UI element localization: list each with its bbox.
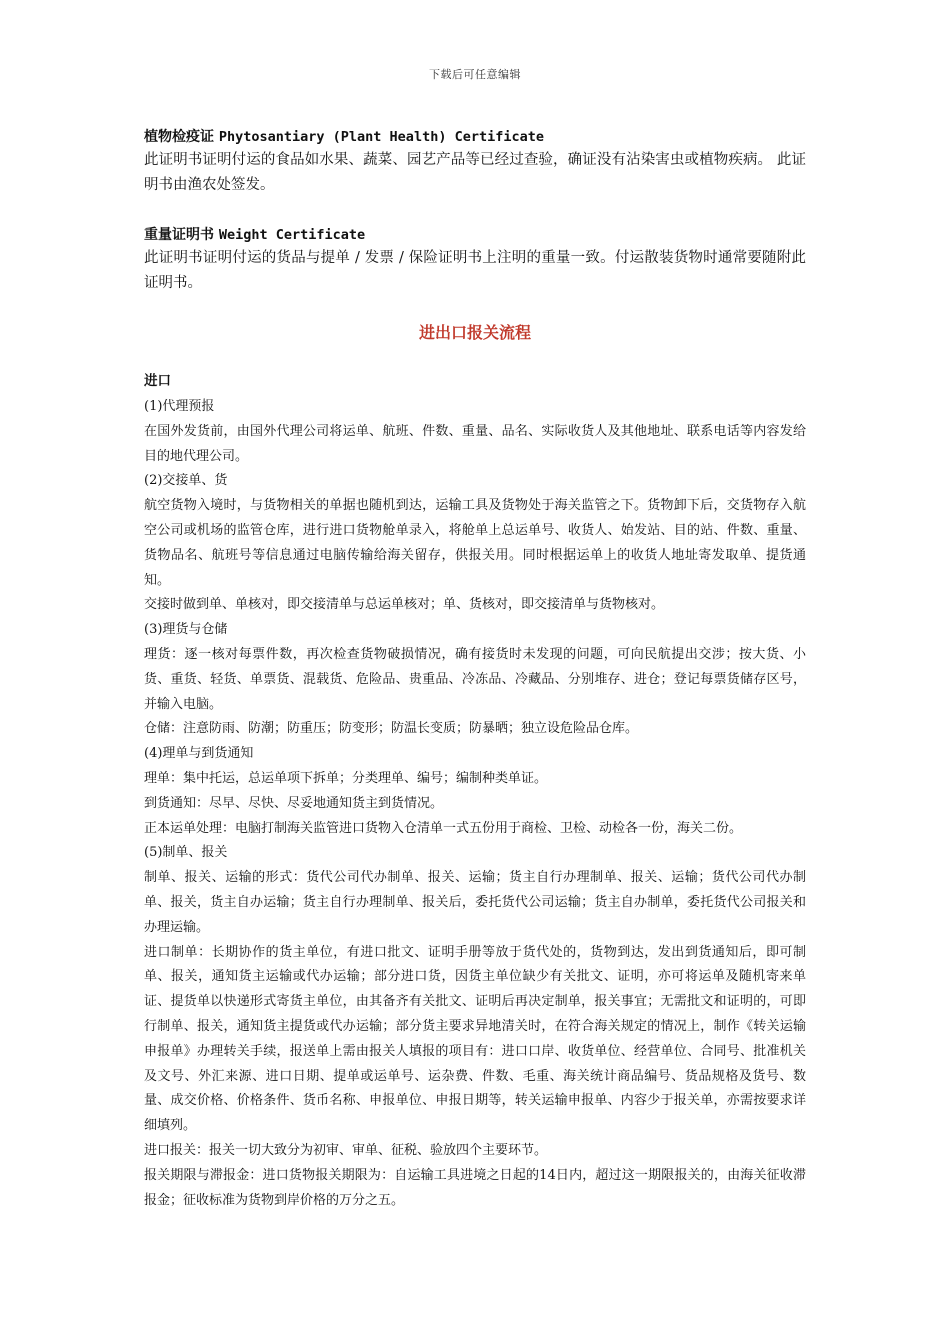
- section-phytosanitary: [144, 126, 806, 198]
- import-process-text: [144, 395, 806, 1213]
- header-note: 下载后可任意编辑: [429, 68, 521, 81]
- section-title-cn: 植物检疫证: [144, 129, 214, 145]
- subheading-import: 进口: [144, 373, 171, 389]
- paragraph: (1)代理预报: [144, 399, 215, 414]
- paragraph: 进口制单：长期协作的货主单位，有进口批文、证明手册等放于货代处的，货物到达，发出到货通知后，即可制单、报关，通知货主运输或代办运输；部分进口货，因货主单位缺少有关批文、证明，亦可将运单及随机寄来单证、提货单以快递形式寄货主单位，由其备齐有关批文、证明后再决定制单，报关事宜；无需批文和证明的，可即行制单、报关，通知货主提货或代办运输；部分货主要求异地清关时，在符合海关规定的情况上，制作《转关运输申报单》办理转关手续，报送单上需由报关人填报的项目有：进口口岸、收货单位、经营单位、合同号、批准机关及文号、外汇来源、进口日期、提单或运单号、运杂费、件数、毛重、海关统计商品编号、货品规格及货号、数量、成交价格、价格条件、货币名称、申报单位、申报日期等，转关运输申报单、内容少于报关单，亦需按要求详细填列。: [144, 944, 806, 1134]
- paragraph: 进口报关：报关一切大致分为初审、审单、征税、验放四个主要环节。: [144, 1142, 548, 1158]
- paragraph: 航空货物入境时，与货物相关的单据也随机到达，运输工具及货物处于海关监管之下。货物卸下后，交货物存入航空公司或机场的监管仓库，进行进口货物舱单录入，将舱单上总运单号、收货人、始发站、目的站、件数、重量、货物品名、航班号等信息通过电脑传输给海关留存，供报关用。同时根据运单上的收货人地址寄发取单、提货通知。: [144, 498, 806, 588]
- main-heading: 进出口报关流程: [418, 323, 531, 342]
- paragraph: (2)交接单、货: [144, 473, 228, 489]
- document-content: [144, 126, 806, 1213]
- paragraph: 交接时做到单、单核对，即交接清单与总运单核对；单、货核对，即交接清单与货物核对。: [144, 597, 665, 613]
- section-weight: [144, 224, 806, 296]
- paragraph: (4)理单与到货通知: [144, 746, 254, 762]
- paragraph: 理货：逐一核对每票件数，再次检查货物破损情况，确有接货时未发现的问题，可向民航提出交涉；按大货、小货、重货、轻货、单票货、混载货、危险品、贵重品、冷冻品、冷藏品、分别堆存、进仓；登记每票货储存区号，并输入电脑。: [144, 646, 806, 712]
- section-title-cn: 重量证明书: [144, 227, 214, 243]
- paragraph: (3)理货与仓储: [144, 622, 228, 638]
- section-body: 此证明书证明付运的货品与提单 / 发票 / 保险证明书上注明的重量一致。付运散装货物时通常要随附此证明书。: [144, 250, 806, 291]
- paragraph: 仓储：注意防雨、防潮；防重压；防变形；防温长变质；防暴晒；独立设危险品仓库。: [144, 721, 639, 737]
- paragraph: 理单：集中托运，总运单项下拆单；分类理单、编号；编制种类单证。: [144, 770, 548, 786]
- section-title-en: Phytosantiary (Plant Health) Certificate: [218, 129, 544, 145]
- section-title-en: Weight Certificate: [218, 227, 366, 243]
- paragraph: 到货通知：尽早、尽快、尽妥地通知货主到货情况。: [144, 795, 444, 811]
- section-title: [144, 224, 806, 246]
- section-body: 此证明书证明付运的食品如水果、蔬菜、园艺产品等已经过查验，确证没有沾染害虫或植物疾病。 此证明书由渔农处签发。: [144, 152, 806, 193]
- paragraph: (5)制单、报关: [144, 845, 228, 861]
- paragraph: 制单、报关、运输的形式：货代公司代办制单、报关、运输；货主自行办理制单、报关、运输；货代公司代办制单、报关，货主自办运输；货主自行办理制单、报关后，委托货代公司运输；货主自办制单，委托货代公司报关和办理运输。: [144, 870, 806, 935]
- paragraph: 正本运单处理：电脑打制海关监管进口货物入仓清单一式五份用于商检、卫检、动检各一份，海关二份。: [144, 820, 743, 836]
- section-title: [144, 126, 806, 148]
- paragraph: 报关期限与滞报金：进口货物报关期限为：自运输工具进境之日起的14日内，超过这一期限报关的，由海关征收滞报金；征收标准为货物到岸价格的万分之五。: [144, 1167, 806, 1208]
- paragraph: 在国外发货前，由国外代理公司将运单、航班、件数、重量、品名、实际收货人及其他地址、联系电话等内容发给目的地代理公司。: [144, 423, 806, 464]
